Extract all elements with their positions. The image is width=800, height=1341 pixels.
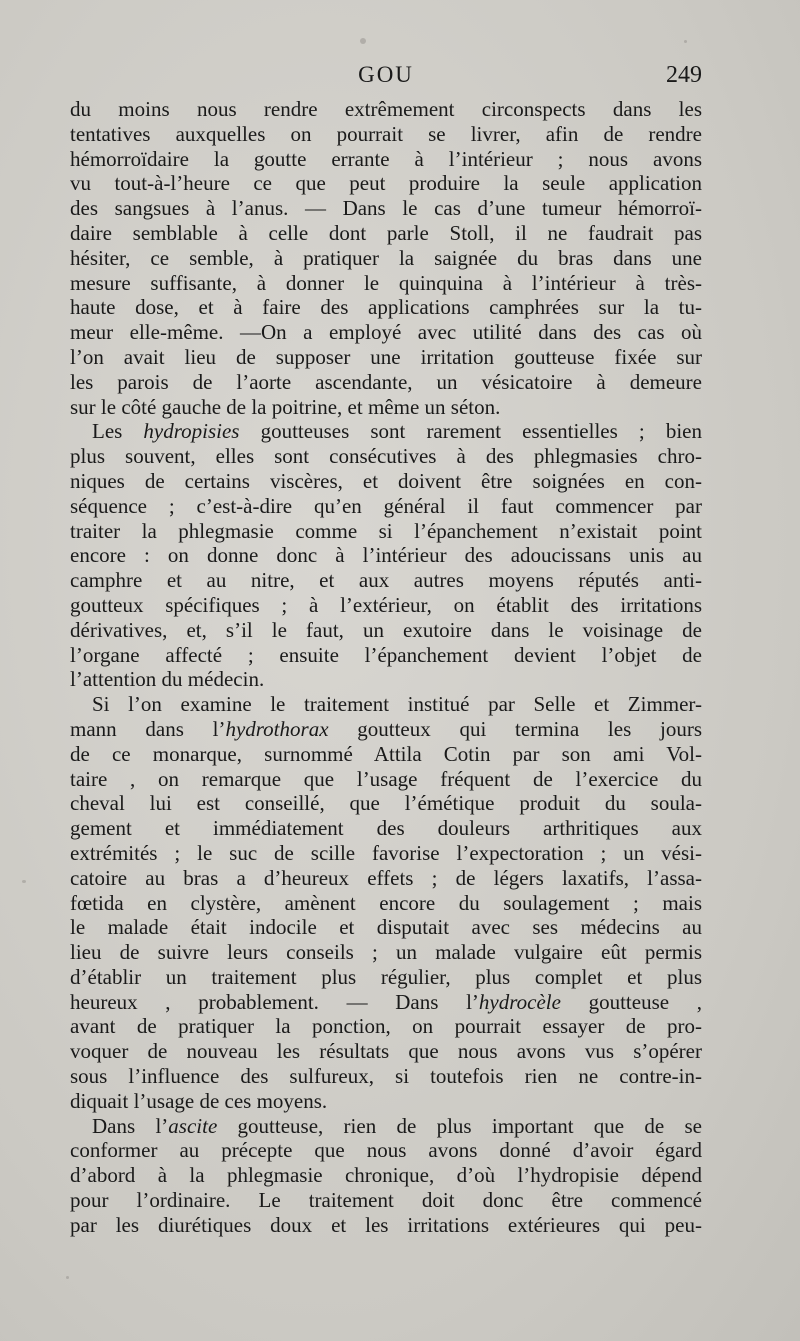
text-line [70, 196, 702, 221]
text-line [70, 1039, 702, 1064]
text-segment: hémorroïdaire la goutte errante à l’intérieur ; nous avons [70, 146, 702, 171]
text-line [70, 667, 702, 692]
text-segment: plus souvent, elles sont consécutives à des phlegmasies chro- [70, 444, 702, 469]
text-line [70, 866, 702, 891]
text-line [70, 791, 702, 816]
text-segment: niques de certains viscères, et doivent être soignées en con- [70, 468, 702, 493]
text-segment: hésiter, ce semble, à pratiquer la saignée du bras dans une [70, 245, 702, 270]
italic-term: ascite [168, 1113, 218, 1138]
text-segment: le malade était indocile et disputait avec ses médecins au [70, 915, 702, 940]
page-number: 249 [666, 62, 702, 88]
text-segment: haute dose, et à faire des applications camphrées sur la tu- [70, 295, 702, 320]
text-line [70, 171, 702, 196]
text-line [70, 692, 702, 717]
text-line [70, 419, 702, 444]
text-line [70, 494, 702, 519]
text-segment: goutteux spécifiques ; à l’extérieur, on établit des irritations [70, 592, 702, 617]
text-segment: conformer au précepte que nous avons donné d’avoir égard [70, 1138, 702, 1163]
text-line [70, 395, 702, 420]
body-text [70, 97, 702, 1238]
text-segment: de ce monarque, surnommé Attila Cotin par son ami Vol- [70, 741, 702, 766]
text-line [70, 767, 702, 792]
text-segment: meur elle-même. —On a employé avec utilité dans des cas où [70, 320, 702, 345]
text-segment: daire semblable à celle dont parle Stoll, il ne faudrait pas [70, 220, 702, 245]
text-line [70, 97, 702, 122]
text-segment: traiter la phlegmasie comme si l’épanchement n’existait point [70, 518, 702, 543]
text-line [70, 147, 702, 172]
text-segment: l’organe affecté ; ensuite l’épanchement devient l’objet de [70, 642, 702, 667]
text-segment: mesure suffisante, à donner le quinquina à l’intérieur à très- [70, 270, 702, 295]
text-segment: l’attention du médecin. [70, 667, 265, 692]
text-line [70, 1163, 702, 1188]
text-segment: encore : on donne donc à l’intérieur des adoucissans unis au [70, 543, 702, 568]
text-segment: lieu de suivre leurs conseils ; un malade vulgaire eût permis [70, 940, 702, 965]
text-segment: goutteuse , [560, 989, 702, 1014]
text-line [70, 593, 702, 618]
text-segment: Dans l’ [92, 1113, 169, 1138]
text-segment: Les [92, 419, 144, 444]
text-segment: d’établir un traitement plus régulier, plus complet et plus [70, 964, 702, 989]
text-line [70, 221, 702, 246]
text-segment: l’on avait lieu de supposer une irritation goutteuse fixée sur [70, 344, 702, 369]
text-line [70, 1014, 702, 1039]
text-line [70, 345, 702, 370]
text-line [70, 295, 702, 320]
text-line [70, 940, 702, 965]
text-line [70, 816, 702, 841]
text-line [70, 1064, 702, 1089]
ink-spot [66, 1276, 69, 1279]
text-segment: du moins nous rendre extrêmement circonspects dans les [70, 97, 702, 121]
text-segment: cheval lui est conseillé, que l’émétique produit du soula- [70, 791, 702, 816]
text-segment: goutteuse, rien de plus important que de se [217, 1113, 702, 1138]
text-line [70, 1188, 702, 1213]
text-segment: sur le côté gauche de la poitrine, et même un séton. [70, 394, 501, 419]
text-line [70, 915, 702, 940]
italic-term: hydrothorax [225, 716, 329, 741]
italic-term: hydropisies [143, 419, 240, 444]
text-segment: catoire au bras a d’heureux effets ; de légers laxatifs, l’assa- [70, 865, 702, 890]
text-segment: séquence ; c’est-à-dire qu’en général il faut commencer par [70, 493, 702, 518]
text-segment: d’abord à la phlegmasie chronique, d’où l’hydropisie dépend [70, 1163, 702, 1188]
text-line [70, 320, 702, 345]
text-segment: goutteuses sont rarement essentielles ; bien [239, 419, 702, 444]
ink-spot [22, 880, 26, 883]
text-line [70, 965, 702, 990]
text-segment: sous l’influence des sulfureux, si toutefois rien ne contre-in- [70, 1064, 702, 1089]
text-segment: extrémités ; le suc de scille favorise l’expectoration ; un vési- [70, 840, 702, 865]
text-line [70, 568, 702, 593]
text-line [70, 469, 702, 494]
text-line [70, 1089, 702, 1114]
text-segment: dérivatives, et, s’il le faut, un exutoire dans le voisinage de [70, 617, 702, 642]
text-segment: mann dans l’ [70, 716, 226, 741]
text-line [70, 271, 702, 296]
text-segment: vu tout-à-l’heure ce que peut produire la seule application [70, 171, 702, 196]
text-line [70, 1114, 702, 1139]
text-line [70, 891, 702, 916]
text-line [70, 841, 702, 866]
text-segment: pour l’ordinaire. Le traitement doit donc être commencé [70, 1188, 702, 1213]
text-segment: taire , on remarque que l’usage fréquent de l’exercice du [70, 766, 702, 791]
text-segment: les parois de l’aorte ascendante, un vésicatoire à demeure [70, 369, 702, 394]
text-segment: avant de pratiquer la ponction, on pourrait essayer de pro- [70, 1014, 702, 1039]
ink-spot [360, 38, 366, 44]
text-line [70, 618, 702, 643]
text-segment: diquait l’usage de ces moyens. [70, 1088, 328, 1113]
text-segment: des sangsues à l’anus. — Dans le cas d’une tumeur hémorroï- [70, 196, 702, 221]
text-segment: par les diurétiques doux et les irritations extérieures qui peu- [70, 1212, 702, 1237]
text-segment: Si l’on examine le traitement institué par Selle et Zimmer- [92, 692, 702, 717]
text-line [70, 519, 702, 544]
text-line [70, 742, 702, 767]
text-segment: camphre et au nitre, et aux autres moyens réputés anti- [70, 568, 702, 593]
text-segment: voquer de nouveau les résultats que nous avons vus s’opérer [70, 1039, 702, 1064]
text-segment: goutteux qui termina les jours [328, 716, 702, 741]
text-line [70, 643, 702, 668]
text-line [70, 370, 702, 395]
page-header [70, 62, 702, 96]
text-line [70, 1213, 702, 1238]
ink-spot [684, 40, 687, 43]
text-line [70, 990, 702, 1015]
text-line [70, 122, 702, 147]
text-line [70, 717, 702, 742]
italic-term: hydrocèle [478, 989, 561, 1014]
text-line [70, 1138, 702, 1163]
text-line [70, 543, 702, 568]
text-line [70, 444, 702, 469]
text-segment: heureux , probablement. — Dans l’ [70, 989, 479, 1014]
text-line [70, 246, 702, 271]
running-head: GOU [358, 62, 414, 87]
text-segment: gement et immédiatement des douleurs arthritiques aux [70, 816, 702, 841]
text-segment: fœtida en clystère, amènent encore du soulagement ; mais [70, 890, 702, 915]
text-segment: tentatives auxquelles on pourrait se livrer, afin de rendre [70, 121, 702, 146]
